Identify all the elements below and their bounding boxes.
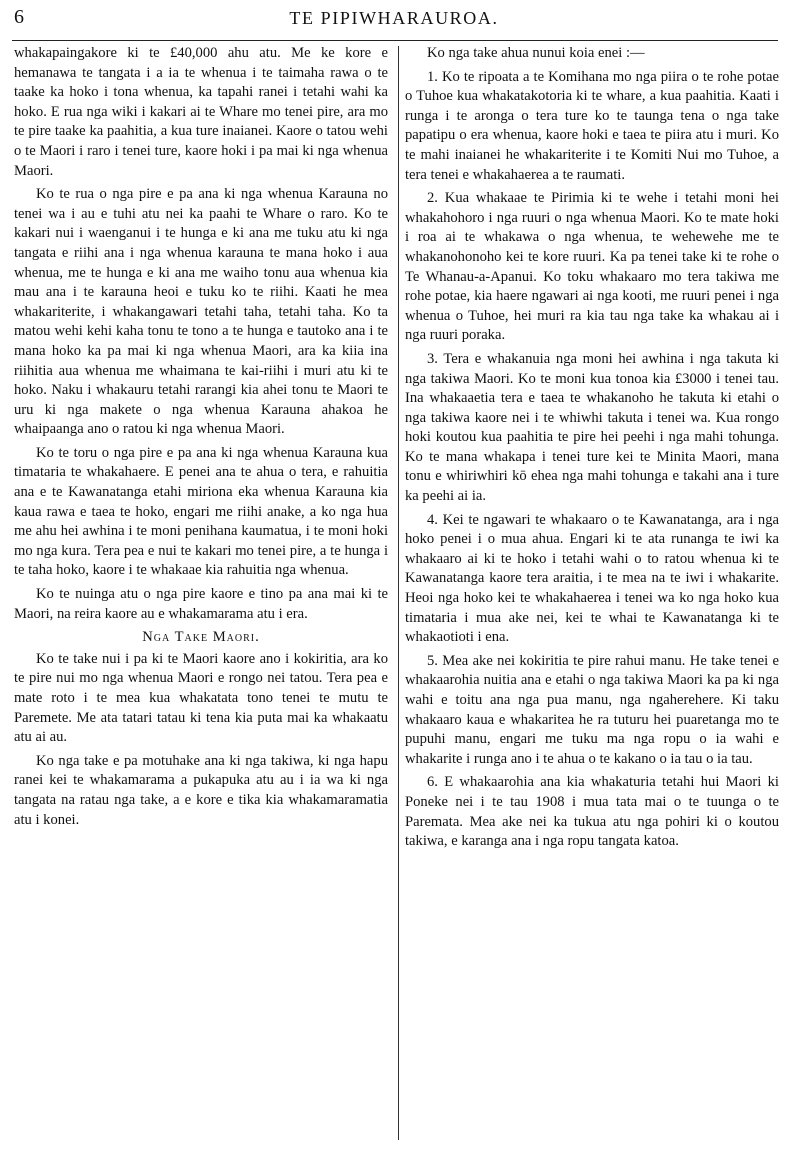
paragraph: Ko te toru o nga pire e pa ana ki nga whenua Karauna kua timataria te whakahaere. E penei ana te ahua o tera, e rahuitia ana e te Kawanatanga etahi miriona eka whenua Karauna kia kaua rawa e taea te hoko, engari me riihi anake, a ko nga hua me ahu hei awhina i te moni penihana kaumatua, i te moni hoki mo nga kura. Tera pea e nui te kakari mo tenei pire, a te hunga i te taha hoko, kaore i te whakaae kia rahuitia nga whenua. bbox=[14, 444, 388, 579]
list-item: 2. Kua whakaae te Pirimia ki te wehe i tetahi moni hei whakahohoro i nga ruuri o nga whenua Maori. Ko te mate hoki i roa ai te whakawa o nga whenua, te wehewehe me te whakanohonoho kei te kore ruuri. Ka pa tenei take ki te rohe o Te Whanau-a-Apanui. Ko toku whakaaro mo tera takiwa me rohe potae, kia haere ngawari ai nga kooti, me ruuri penei i nga whenua o Tuhoe, hei muri ra kia tau nga take ka whakau ai i nga ruuri poraka. bbox=[405, 190, 779, 344]
list-item: 1. Ko te ripoata a te Komihana mo nga piira o te rohe potae o Tuhoe kua whakatakotoria ki te whare, a kua paahitia. Kaati i runga i te aronga o tera ture ko te taunga tena o nga take papatipu o era whenua, kaore hoki e taea te piira atu i muri. Ko te mahi inaianei he whakariterite i te Komiti Nui mo Tuhoe, a tera tenei e whakahaerea a te raumati. bbox=[405, 68, 779, 183]
paragraph: Ko nga take e pa motuhake ana ki nga takiwa, ki nga hapu ranei kei te whakamarama a pukapuka atu au i ia wa ki nga tangata na ratau nga take, a e kore e tika kia whakamaramatia atu i konei. bbox=[14, 752, 388, 828]
paragraph-intro: Ko nga take ahua nunui koia enei :— bbox=[427, 45, 645, 61]
header-rule bbox=[12, 40, 778, 41]
list-item: 3. Tera e whakanuia nga moni hei awhina i nga takuta ki nga takiwa Maori. Ko te moni kua tonoa kia £3000 i tenei tau. Ina whakaaetia tera e taea te whakanoho he takuta ki etahi o nga takiwa kaore nei i te whiwhi takuta i tenei wa. Kua rongo hoki koutou kua paahitia te pire hei peehi i nga mahi tohunga. Ko te mana whakapa i tenei ture kei te Minita Maori, mana tonu e whiriwhiri kō ehea nga mahi tohunga e takahi ana i ture ka peehi ai ia. bbox=[405, 350, 779, 505]
paragraph: Ko te nuinga atu o nga pire kaore e tino pa ana mai ki te Maori, na reira kaore au e whakamarama atu i era. bbox=[14, 586, 388, 622]
list-item: 5. Mea ake nei kokiritia te pire rahui manu. He take tenei e whakaarohia nuitia ana e etahi o nga takiwa Maori ka pa ki nga wahi e toitu ana nga pua manu, nga ngaherehere. Ki taku whakaaro kaua e whakaritea he ra tuturu hei puaretanga mo te pupuhi manu, engari me tuku ma nga ropu o ia wahi e whakarite i runga ano i te ahua o te kakano o ia tau o ia tau. bbox=[405, 652, 779, 767]
page-number: 6 bbox=[14, 6, 24, 28]
right-column bbox=[405, 44, 779, 856]
list-item: 6. E whakaarohia ana kia whakaturia tetahi hui Maori ki Poneke nei i te tau 1908 i mua tata mai o te tuunga o te Paremata. Mea ake nei ka tukua atu nga pohiri ki o koutou takiwa, e karanga ana i nga ropu tangata katoa. bbox=[405, 774, 779, 850]
paragraph: whakapaingakore ki te £40,000 ahu atu. Me ke kore e hemanawa te tangata i a ia te whenua i te taimaha rawa o te taake ka hoko i tona whenua, ka tapahi ranei i tetahi wahi ka hoko. E rua nga wiki i kakari ai te Whare mo tenei pire, ara mo te pire taake ka paahitia, a kua ture inaianei. Kaore o tatou wehi o te Maori i raro i tenei ture, kaore hoki i pa mai ki nga whenua Maori. bbox=[14, 45, 388, 179]
section-heading: Nga Take Maori. bbox=[142, 629, 260, 646]
paragraph: Ko te rua o nga pire e pa ana ki nga whenua Karauna no tenei wa i au e tuhi atu nei ka paahi te Whare o raro. Ko te kakari nui i waenganui i te hunga e ki ana me tuku atu ki nga tangata e riihi ana i nga whenua karauna te mana hoko i aua whenua, me te hunga e ki ana me waiho tonu aua whenua kia mau ana i te karauna heoi e tuku ko te riihi. Kaati he mea whakariterite, i whakangawari tetahi taha, tetahi taha. Ko ta matou wehi kehi kaha tonu te tono a te hunga e tautoko ana i te mana hoko ka pa mai ki nga whenua Maori, ara ka kiia ina riihitia aua whenua me whaimana te kai-riihi i muri atu ki te hoko. Naku i whakauru tetahi rarangi kia ahei tonu te Maori te uru ki nga makete o nga whenua Karauna ahakoa he whaipaanga ano o ratou ki nga whenua Maori. bbox=[14, 186, 388, 438]
list-item: 4. Kei te ngawari te whakaaro o te Kawanatanga, ara i nga hoko penei i o mua ahua. Engari ki te ata runanga te iwi ka whakaaro ai ki te hoko i tetahi wahi o to ratou whenua ki te Kawanatanga kaore tera araitia, i te mea na te iwi i whakarite. Heoi nga hoko kei te whakahaerea i tenei wa ko nga hoko kua timataria i mua ake nei, kei te whai te Kawanatanga ki te whakaotioti i ena. bbox=[405, 511, 779, 646]
left-column bbox=[14, 44, 388, 834]
running-title: TE PIPIWHARAUROA. bbox=[289, 8, 499, 28]
column-divider bbox=[398, 46, 399, 1140]
paragraph: Ko te take nui i pa ki te Maori kaore ano i kokiritia, ara ko te pire nui mo nga whenua Maori e rongo nei tatou. Tera pea e mate roto i te mea kua whakatata tono tenei te mutu te Paremete. Me ata tatari tatau ki tena kia puta mai ka whakaatu atu ai au. bbox=[14, 650, 388, 746]
page-header bbox=[14, 6, 774, 36]
